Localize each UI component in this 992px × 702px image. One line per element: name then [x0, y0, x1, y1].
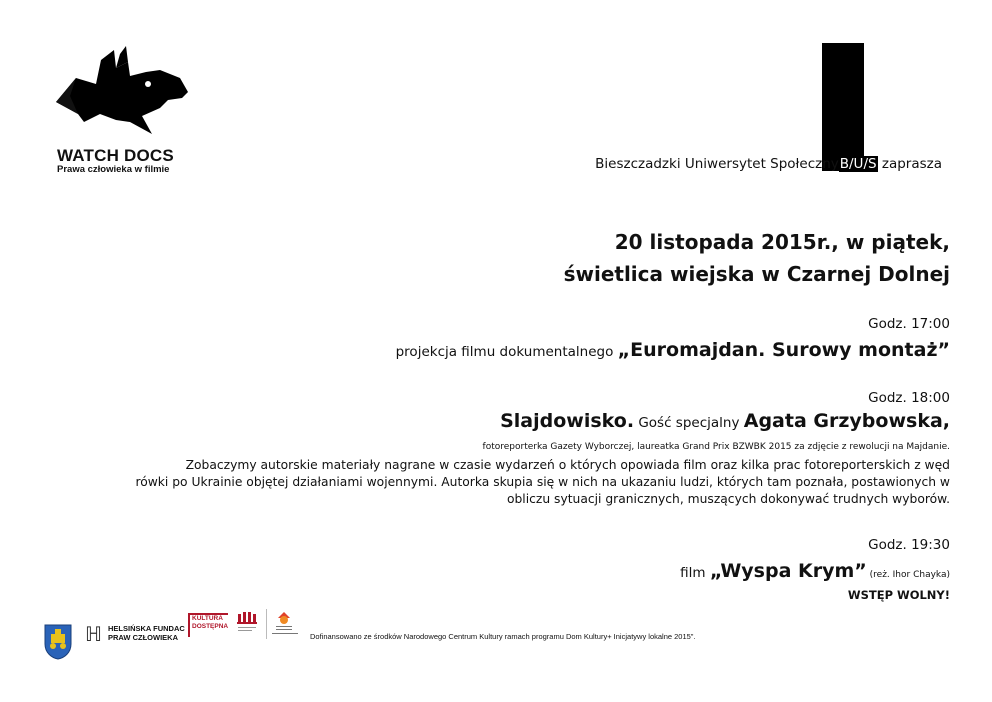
kultura-line-1: KULTURA: [192, 615, 223, 622]
event-place: świetlica wiejska w Czarnej Dolnej: [563, 262, 950, 286]
program-prefix-1: projekcja filmu dokumentalnego: [395, 344, 618, 360]
bus-badge: B/U/S: [839, 156, 877, 172]
guest-note: fotoreporterka Gazety Wyborczej, laureatka Grand Prix BZWBK 2015 za zdjęcie z rewolucji na Majdanie.: [482, 442, 950, 452]
helsinki-foundation-logo: [108, 624, 185, 642]
coat-of-arms-logo: [44, 624, 72, 664]
kultura-line-2: DOSTĘPNA: [192, 623, 229, 630]
program-item-1: [396, 339, 950, 361]
logo-title: WATCH DOCS: [57, 146, 174, 165]
dom-kultury-logo: [270, 610, 300, 642]
description-line-3: obliczu sytuacji granicznych, muszących dokonywać trudnych wyborów.: [506, 492, 950, 506]
film-title-euromajdan: „Euromajdan. Surowy montaż”: [617, 339, 950, 361]
helsinki-line-1: HELSIŃSKA FUNDAC: [108, 624, 185, 633]
admission-free: WSTĘP WOLNY!: [847, 588, 950, 602]
boar-head-icon: [56, 42, 196, 147]
description-line-2: rówki po Ukrainie objętej działaniami wojennymi. Autorka skupia się w nich na ukazaniu ludzi, których tam poznała, postawionych w: [135, 475, 950, 489]
slideshow-label: Slajdowisko.: [500, 410, 635, 432]
decorative-black-bar: [822, 43, 864, 171]
program-prefix-3: film: [680, 565, 710, 581]
program-time-3: Godz. 19:30: [868, 537, 950, 553]
guest-name: Agata Grzybowska,: [743, 410, 950, 432]
kultura-dostepna-logo: [188, 613, 228, 637]
ncc-logo: [236, 610, 258, 638]
logo-subtitle: Prawa człowieka w filmie: [57, 164, 170, 175]
description-line-1: Zobaczymy autorskie materiały nagrane w czasie wydarzeń o których opowiada film oraz kilka prac fotoreporterskich z węd: [185, 458, 950, 472]
event-date: 20 listopada 2015r., w piątek,: [614, 230, 950, 254]
film-title-wyspa-krym: „Wyspa Krym”: [709, 560, 867, 582]
helsinki-line-2: PRAW CZŁOWIEKA: [108, 633, 178, 642]
program-item-2: [500, 410, 950, 432]
presenter-suffix: zaprasza: [877, 156, 942, 172]
slideshow-description: [30, 457, 950, 508]
presenter-name: Bieszczadzki Uniwersytet Społeczny: [595, 156, 839, 172]
program-time-2: Godz. 18:00: [868, 390, 950, 406]
guest-intro: Gość specjalny: [634, 415, 744, 431]
program-item-3: [680, 560, 950, 582]
program-time-1: Godz. 17:00: [868, 316, 950, 332]
funding-note: Dofinansowano ze środków Narodowego Centrum Kultury ramach programu Dom Kultury+ Inicjatywy lokalne 2015".: [310, 632, 696, 641]
director-note: (reż. Ihor Chayka): [866, 570, 950, 580]
footer-divider: [266, 609, 267, 639]
presenter-line: [595, 156, 942, 172]
helsinki-foundation-logo-mark: ℍ: [85, 624, 102, 646]
